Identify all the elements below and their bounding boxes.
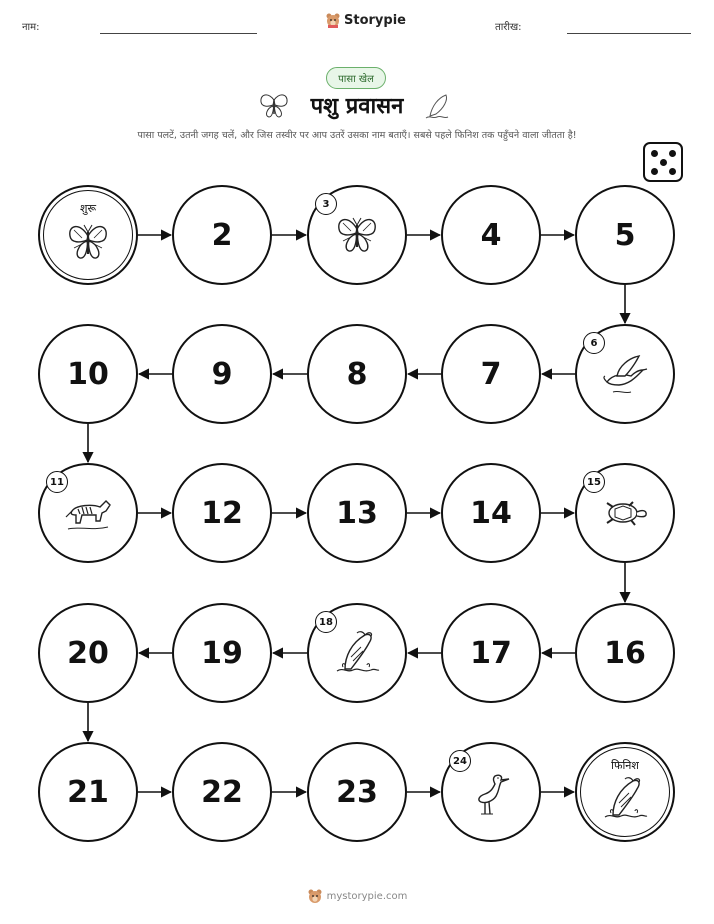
space-number: 2 (211, 217, 233, 253)
board-space-16 (575, 603, 675, 703)
finish-space (575, 742, 675, 842)
board-space-20 (38, 603, 138, 703)
space-number-badge: 3 (315, 193, 337, 215)
board-space-9 (172, 324, 272, 424)
space-number-badge: 18 (315, 611, 337, 633)
whale-icon (599, 773, 651, 825)
board-space-24 (441, 742, 541, 842)
space-number: 22 (201, 774, 243, 810)
finish-label: फिनिश (611, 759, 639, 772)
date-label: तारीख: (495, 22, 522, 33)
board-space-13 (307, 463, 407, 563)
space-number: 14 (470, 495, 512, 531)
board-space-4 (441, 185, 541, 285)
board-space-21 (38, 742, 138, 842)
wildebeest-icon (62, 487, 114, 539)
whale-icon (331, 627, 383, 679)
board-space-11 (38, 463, 138, 563)
start-space (38, 185, 138, 285)
board-space-12 (172, 463, 272, 563)
name-label: नाम: (22, 22, 40, 33)
space-number: 5 (614, 217, 636, 253)
board-space-10 (38, 324, 138, 424)
space-number-badge: 15 (583, 471, 605, 493)
goose-icon (599, 348, 651, 400)
space-number-badge: 6 (583, 332, 605, 354)
start-label: शुरू (79, 202, 97, 215)
board-space-6 (575, 324, 675, 424)
board-space-17 (441, 603, 541, 703)
butterfly-icon (62, 216, 114, 268)
board-space-19 (172, 603, 272, 703)
egret-icon (465, 766, 517, 818)
page-title: पशु प्रवासन (310, 94, 404, 119)
footer-url: mystorypie.com (326, 890, 408, 902)
board-space-23 (307, 742, 407, 842)
space-number: 10 (67, 356, 109, 392)
space-number: 21 (67, 774, 109, 810)
board-space-15 (575, 463, 675, 563)
bear-icon (307, 888, 323, 904)
space-number: 20 (67, 635, 109, 671)
space-number-badge: 24 (449, 750, 471, 772)
instructions: पासा पलटें, उतनी जगह चलें, और जिस तस्वीर पर आप उतरें उसका नाम बताएँ। सबसे पहले फिनिश तक पहुँचने वाला जीतता है! (137, 130, 577, 141)
butterfly-icon (331, 209, 383, 261)
board-space-14 (441, 463, 541, 563)
space-number: 16 (604, 635, 646, 671)
game-type-badge: पासा खेल (326, 67, 386, 89)
board-space-3 (307, 185, 407, 285)
board-space-7 (441, 324, 541, 424)
space-number: 23 (336, 774, 378, 810)
space-number: 9 (211, 356, 233, 392)
board-space-8 (307, 324, 407, 424)
space-number-badge: 11 (46, 471, 68, 493)
space-number: 19 (201, 635, 243, 671)
board-space-5 (575, 185, 675, 285)
board-space-22 (172, 742, 272, 842)
space-number: 12 (201, 495, 243, 531)
board-space-2 (172, 185, 272, 285)
board-space-18 (307, 603, 407, 703)
brand-name: Storypie (344, 12, 406, 28)
space-number: 4 (480, 217, 502, 253)
space-number: 8 (346, 356, 368, 392)
space-number: 13 (336, 495, 378, 531)
space-number: 7 (480, 356, 502, 392)
footer (0, 888, 714, 904)
space-number: 17 (470, 635, 512, 671)
turtle-icon (599, 487, 651, 539)
